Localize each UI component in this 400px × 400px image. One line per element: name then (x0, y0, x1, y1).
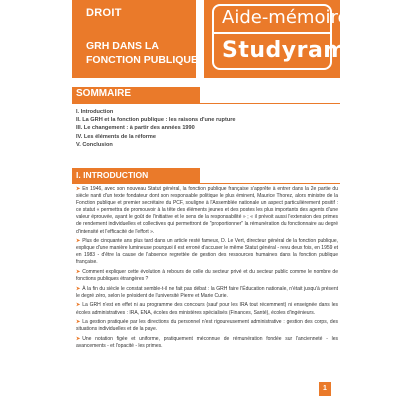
table-of-contents (76, 108, 336, 149)
paragraph: ➤ La GRH n'est en effet ni au programme des concours (sauf pour les IRA tout récemment) ni enseignée dans les écoles administratives : IRA, ENA, écoles des ministères spécialisés (Finances, Santé), écoles d'ingénieurs. (76, 302, 338, 316)
paragraph: ➤ Comment expliquer cette évolution à rebours de celle du secteur privé et du secteur public comme le nombre de fonctions publiques étrangères ? (76, 269, 338, 283)
title-line-2: FONCTION PUBLIQUE (86, 54, 198, 66)
introduction-body (76, 186, 338, 352)
sommaire-rule (200, 103, 340, 104)
brand-logo: Studyrama (222, 38, 363, 63)
sommaire-heading: SOMMAIRE (76, 88, 131, 99)
toc-item: II. La GRH et la fonction publique : les raisons d'une rupture (76, 117, 236, 124)
bullet-icon: ➤ (76, 302, 81, 309)
bullet-icon: ➤ (76, 335, 81, 342)
paragraph: ➤ En 1946, avec son nouveau Statut général, la fonction publique française s'apprête à entrer dans la 2e partie du siècle nanti d'un texte fondateur dont son responsable politique le plus éminent, Maurice Thorez, alors ministre de la Fonction publique et premier secrétaire du PCF, souligne à l'Assemblée nationale un aspect particulièrement positif : ce statut « permettra de promouvoir à la tête des éléments jeunes et des postes les plus importants des agents d'une valeur éprouvée, ayant le goût de l'initiative et le sens de la responsabilité » ; « il prévoit aussi l'extension des primes de rendement individuelles et collectives qui permettront de "proportionner" la rémunération du fonctionnaire au degré d'intensité et l'efficacité de l'effort ». (76, 186, 338, 235)
paragraph: ➤ La gestion pratiquée par les directions du personnel n'est rigoureusement administrative : gestion des corps, des situations individuelles et de la paye. (76, 319, 338, 333)
subject-label: DROIT (86, 7, 122, 19)
toc-item: V. Conclusion (76, 141, 113, 148)
bullet-icon: ➤ (76, 319, 81, 326)
introduction-heading: I. INTRODUCTION (76, 170, 149, 180)
series-label: Aide-mémoire (222, 7, 349, 28)
paragraph: ➤ À la fin du siècle le constat semble-t-il ne fait pas débat : la GRH faire l'Éducation nationale, n'était jusqu'à présent le degré zéro, selon le président de l'université Pierre et Marie Curie. (76, 285, 338, 299)
bullet-icon: ➤ (76, 269, 81, 276)
bullet-icon: ➤ (76, 238, 81, 245)
title-line-1: GRH DANS LA (86, 40, 159, 52)
paragraph: ➤ Une notation figée et uniforme, pratiquement méconnue de rémunération fondée sur l'ancienneté - les avancements - et l'opacité - les primes. (76, 335, 338, 349)
toc-item: I. Introduction (76, 109, 114, 115)
bullet-icon: ➤ (76, 186, 81, 192)
introduction-rule (200, 183, 340, 184)
toc-item: III. Le changement : à partir des années 1990 (76, 125, 195, 132)
toc-item: IV. Les éléments de la réforme (76, 133, 157, 140)
brand-divider (214, 32, 330, 34)
paragraph: ➤ Plus de cinquante ans plus tard dans un article resté fameux, D. Le Vert, directeur général de la fonction publique, explique d'une manière lumineuse pourquoi il est erroné d'accuser le même Statut général - revu deux fois, en 1959 et en 1983 - d'être la cause de l'absence regrettée de gestion des ressources humaines dans la fonction publique française. (76, 238, 338, 266)
header (0, 0, 400, 78)
page-number: 1 (319, 382, 331, 396)
bullet-icon: ➤ (76, 285, 81, 292)
